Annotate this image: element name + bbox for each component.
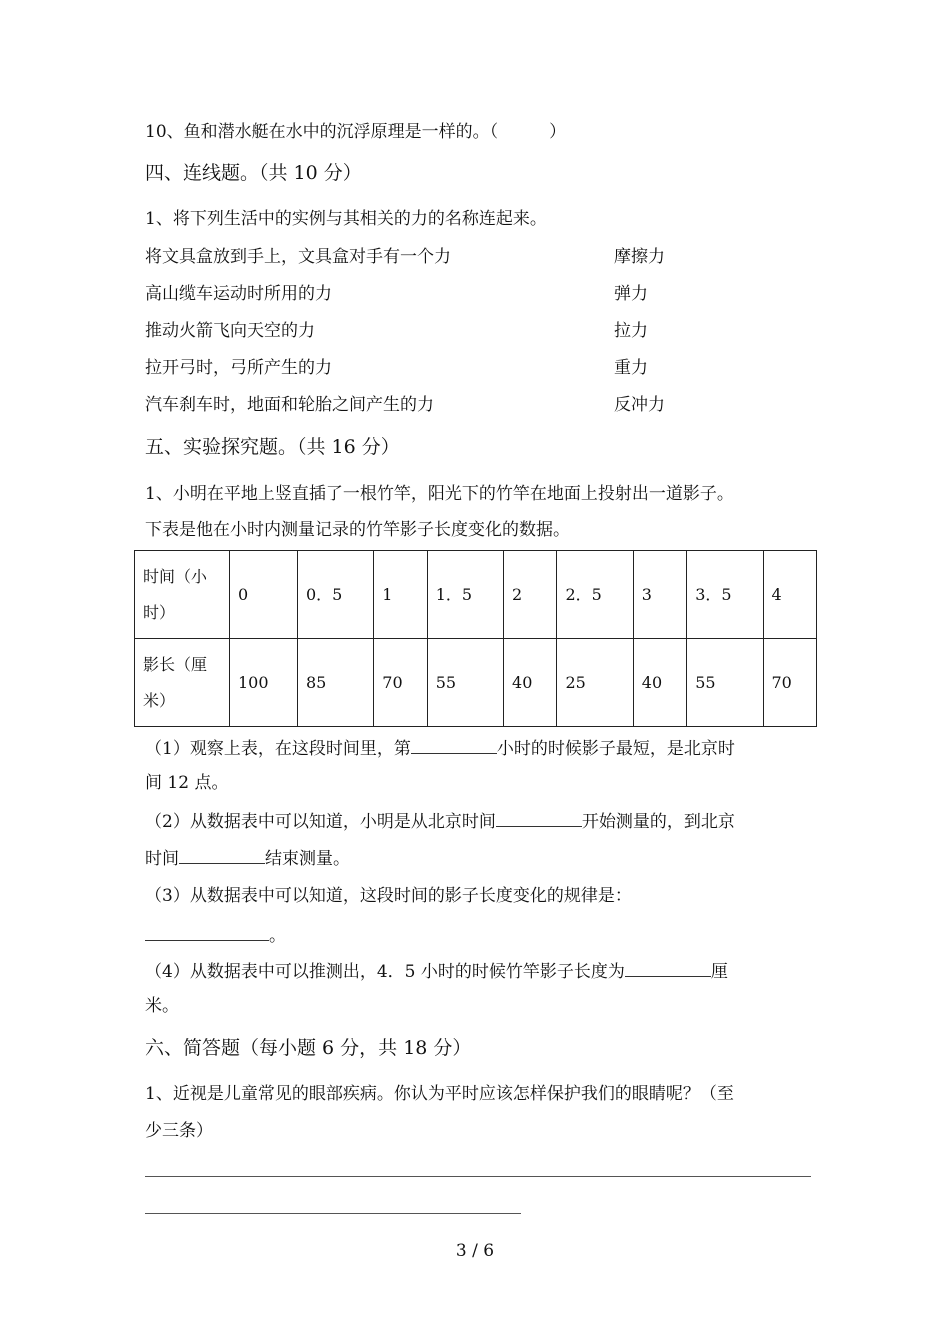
table-row-header: 时间（小时） <box>135 551 230 639</box>
answer-blank[interactable] <box>625 958 711 977</box>
sub-question-3-cont <box>145 922 286 948</box>
table-cell: 2．5 <box>557 551 633 639</box>
sub4-text-a: （4）从数据表中可以推测出，4．5 小时的时候竹竿影子长度为 <box>145 962 625 982</box>
section4-q1: 1、将下列生活中的实例与其相关的力的名称连起来。 <box>145 209 547 229</box>
section6-q1-line1: 1、近视是儿童常见的眼部疾病。你认为平时应该怎样保护我们的眼睛呢？（至 <box>145 1084 734 1104</box>
answer-blank[interactable] <box>179 845 265 864</box>
question-10: 10、鱼和潜水艇在水中的沉浮原理是一样的。（ ） <box>145 122 567 142</box>
table-cell: 4 <box>763 551 817 639</box>
match-right-item: 摩擦力 <box>614 247 665 267</box>
match-right-item: 重力 <box>614 358 648 378</box>
table-cell: 2 <box>504 551 557 639</box>
table-cell: 3．5 <box>687 551 763 639</box>
answer-blank[interactable] <box>496 808 582 827</box>
sub4-text-b: 厘 <box>710 962 728 982</box>
sub2-text-d: 结束测量。 <box>265 849 350 869</box>
sub-question-2 <box>145 808 735 834</box>
page-number: 3 / 6 <box>455 1241 495 1261</box>
table-cell: 55 <box>427 639 503 727</box>
sub-question-4-cont: 米。 <box>145 996 179 1016</box>
sub2-text-a: （2）从数据表中可以知道，小明是从北京时间 <box>145 812 496 832</box>
table-cell: 85 <box>297 639 373 727</box>
table-cell: 100 <box>230 639 298 727</box>
sub3-text-b: 。 <box>269 926 286 946</box>
section4-title: 四、连线题。（共 10 分） <box>145 162 362 184</box>
section6-q1-line2: 少三条） <box>145 1121 213 1141</box>
sub-question-4 <box>145 958 728 984</box>
table-row <box>135 639 817 727</box>
table-cell: 1．5 <box>427 551 503 639</box>
answer-blank[interactable] <box>145 922 269 941</box>
answer-line[interactable] <box>145 1213 521 1214</box>
sub-question-1-cont: 间 12 点。 <box>145 773 229 793</box>
table-row <box>135 551 817 639</box>
section5-intro-line1: 1、小明在平地上竖直插了一根竹竿，阳光下的竹竿在地面上投射出一道影子。 <box>145 484 734 504</box>
table-cell: 0 <box>230 551 298 639</box>
table-cell: 55 <box>687 639 763 727</box>
answer-blank[interactable] <box>411 735 497 754</box>
match-right-item: 拉力 <box>614 321 648 341</box>
match-right-item: 反冲力 <box>614 395 665 415</box>
sub2-text-c: 时间 <box>145 849 179 869</box>
shadow-data-table <box>134 550 817 727</box>
table-cell: 40 <box>633 639 686 727</box>
table-cell: 3 <box>633 551 686 639</box>
sub-question-1 <box>145 735 735 761</box>
table-cell: 70 <box>763 639 817 727</box>
table-cell: 40 <box>504 639 557 727</box>
sub-question-3: （3）从数据表中可以知道，这段时间的影子长度变化的规律是： <box>145 886 632 906</box>
match-left-item: 高山缆车运动时所用的力 <box>145 284 332 304</box>
table-cell: 0．5 <box>297 551 373 639</box>
section5-intro-line2: 下表是他在小时内测量记录的竹竿影子长度变化的数据。 <box>145 520 570 540</box>
table-cell: 1 <box>374 551 427 639</box>
match-left-item: 汽车刹车时，地面和轮胎之间产生的力 <box>145 395 434 415</box>
answer-line[interactable] <box>145 1176 811 1177</box>
table-row-header: 影长（厘米） <box>135 639 230 727</box>
sub1-text-b: 小时的时候影子最短，是北京时 <box>496 739 735 759</box>
sub-question-2-cont <box>145 845 350 871</box>
match-right-item: 弹力 <box>614 284 648 304</box>
table-cell: 70 <box>374 639 427 727</box>
match-left-item: 推动火箭飞向天空的力 <box>145 321 315 341</box>
match-left-item: 将文具盒放到手上，文具盒对手有一个力 <box>145 247 451 267</box>
table-cell: 25 <box>557 639 633 727</box>
section6-title: 六、简答题（每小题 6 分，共 18 分） <box>145 1037 472 1059</box>
section5-title: 五、实验探究题。（共 16 分） <box>145 436 400 458</box>
match-left-item: 拉开弓时，弓所产生的力 <box>145 358 332 378</box>
sub1-text-a: （1）观察上表，在这段时间里，第 <box>145 739 411 759</box>
sub2-text-b: 开始测量的，到北京 <box>581 812 735 832</box>
